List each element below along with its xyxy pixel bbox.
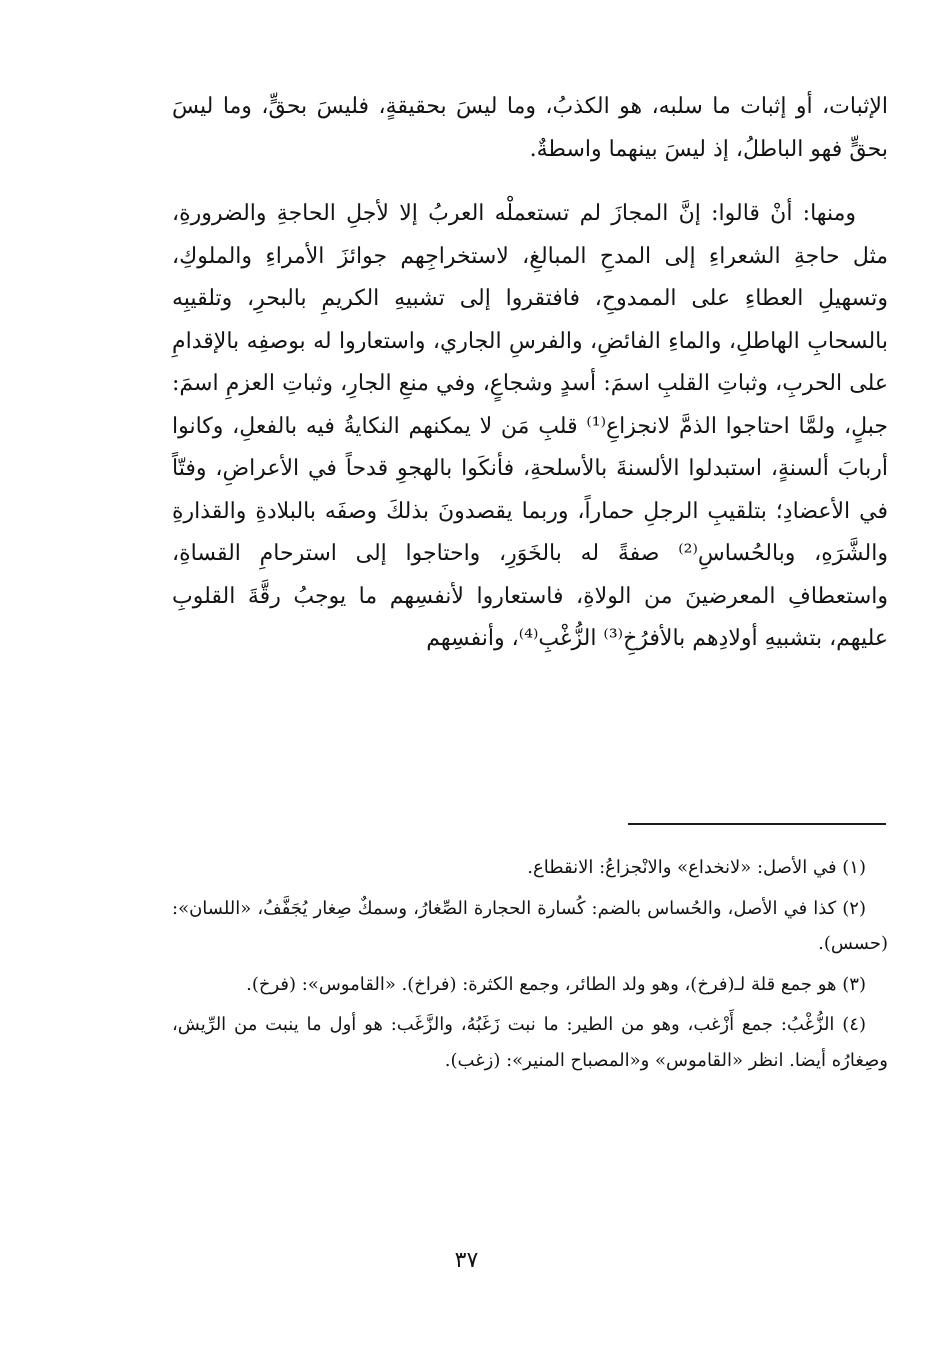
footnote-3: (٣) هو جمع قلة لـ(فرخ)، وهو ولد الطائر، وجمع الكثرة: (فراخ). «القاموس»: (فرخ). (246, 973, 866, 995)
paragraph-continuation: الإثبات، أو إثبات ما سلبه، هو الكذبُ، وما ليسَ بحقيقةٍ، فليسَ بحقٍّ، وما ليسَ بحقٍّ فهو الباطلُ، إذ ليسَ بينهما واسطةٌ. (172, 94, 888, 162)
footnote-2: (٢) كذا في الأصل، والحُساس بالضم: كُسارة الحجارة الصِّغارُ، وسمكٌ صِغار يُجَفَّفُ، «اللسان»: (حسس). (172, 897, 888, 954)
footnotes-section (172, 850, 888, 1083)
footnote-1: (١) في الأصل: «لانخداع» والانْجزاعُ: الانقطاع. (527, 857, 866, 878)
main-body-text (172, 86, 888, 661)
paragraph-majaz: ومنها: أنْ قالوا: إنَّ المجازَ لم تستعملْه العربُ إلا لأجلِ الحاجةِ والضرورةِ، مثل حاجةِ الشعراءِ إلى المدحِ المبالغِ، لاستخراجِهم جوائزَ الأمراءِ والملوكِ، وتسهيلِ العطاءِ على الممدوحِ، فافتقروا إلى تشبيهِ الكريمِ بالبحرِ، وتلقيبِه بالسحابِ الهاطلِ، والماءِ الفائضِ، والفرسِ الجاري، واستعاروا له بوصفِه بالإقدامِ على الحربِ، وثباتِ القلبِ اسمَ: أسدٍ وشجاعٍ، وفي منعِ الجارِ، وثباتِ العزمِ اسمَ: جبلٍ، ولمَّا احتاجوا الذمَّ لانجزاعِ⁽¹⁾ قلبِ مَن لا يمكنهم النكايةُ فيه بالفعلِ، وكانوا أربابَ ألسنةٍ، استبدلوا الألسنةَ بالأسلحةِ، فأنكَوا بالهجوِ قدحاً في الأعراضِ، وفتّاً في الأعضادِ؛ بتلقيبِ الرجلِ حماراً، وربما يقصدونَ بذلكَ وصفَه بالبلادةِ والقذارةِ والشَّرَهِ، وبالحُساسِ⁽²⁾ صفةً له بالخَوَرِ، واحتاجوا إلى استرحامِ القساةِ، واستعطافِ المعرضينَ من الولاةِ، فاستعاروا لأنفسِهم ما يوجبُ رقَّةَ القلوبِ عليهم، بتشبيهِ أولادِهم بالأفرُخِ⁽³⁾ الزُّغْبِ⁽⁴⁾، وأنفسِهم (172, 201, 888, 651)
footnote-4: (٤) الزُّغْبُ: جمع أَزْغب، وهو من الطير: ما نبت زَغَبُهُ، والزَّغَب: هو أول ما ينبت من الرِّيش، وصِغارُه أيضا. انظر «القاموس» و«المصباح المنير»: (زغب). (172, 1014, 888, 1071)
page-number: ٣٧ (454, 1248, 479, 1273)
footnote-separator (628, 823, 886, 825)
